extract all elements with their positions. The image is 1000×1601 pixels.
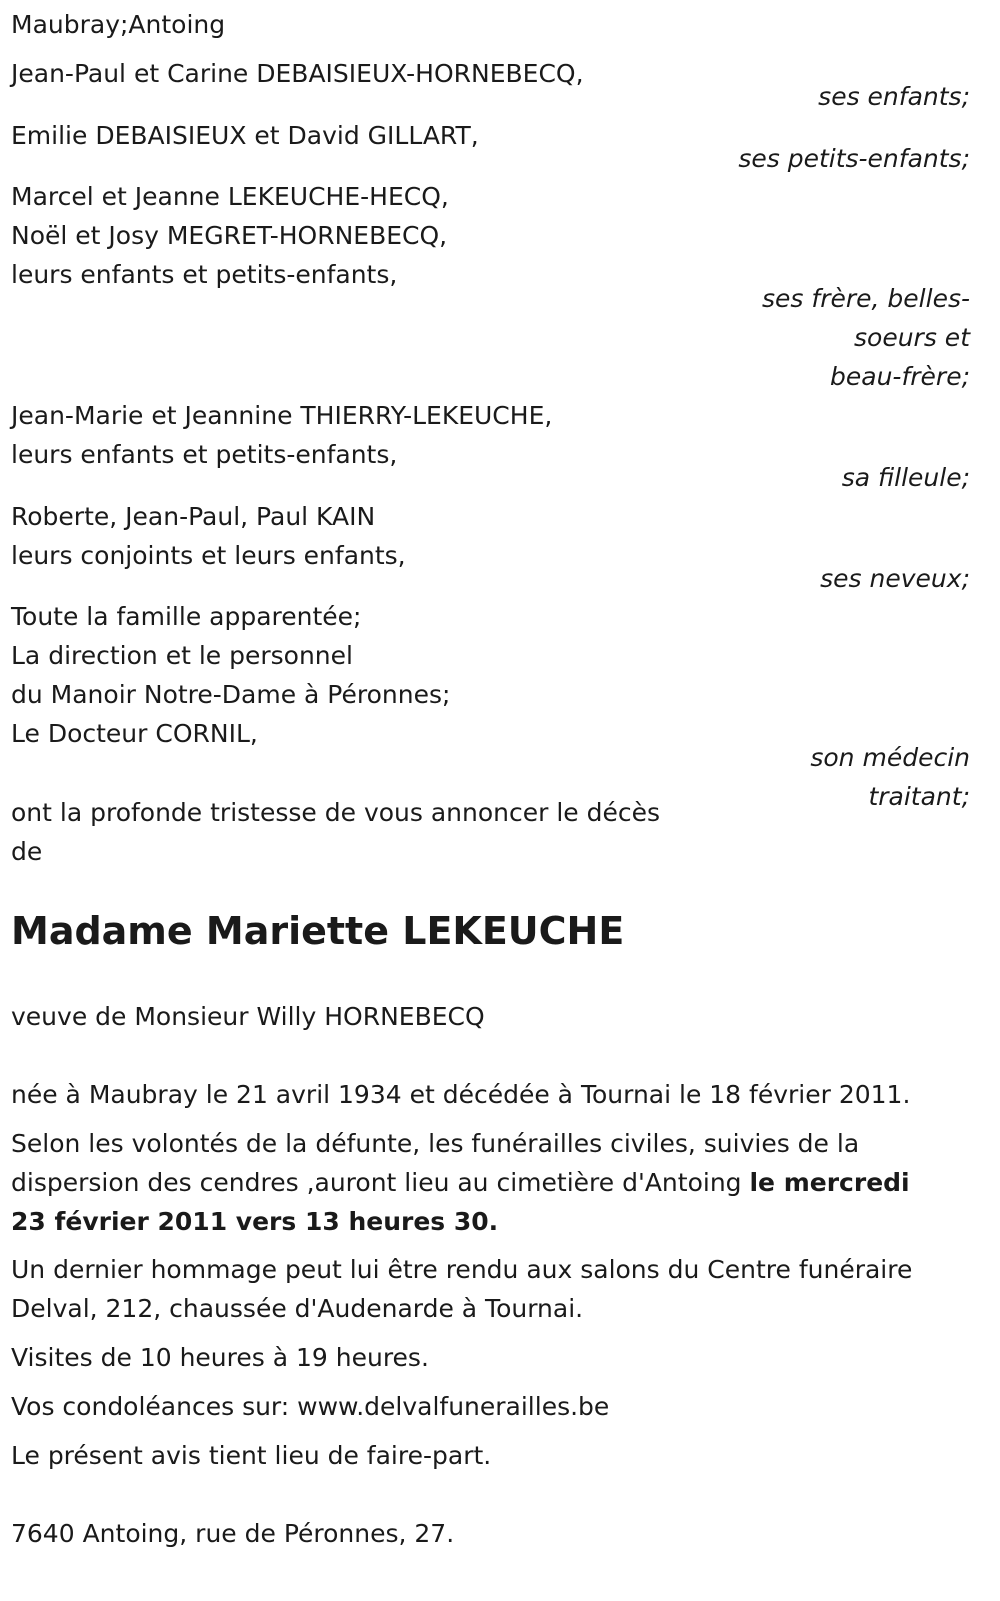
family-group-others: [11, 597, 450, 753]
family-line: Noël et Josy MEGRET-HORNEBECQ,: [11, 221, 448, 250]
relation-line: beau-frère;: [830, 362, 970, 391]
widow-of: veuve de Monsieur Willy HORNEBECQ: [11, 1002, 485, 1031]
family-line: leurs conjoints et leurs enfants,: [11, 541, 406, 570]
relation-line: ses enfants;: [818, 82, 970, 111]
family-group-goddaughter: [11, 396, 552, 474]
funeral-details: [11, 1124, 910, 1241]
notice: Le présent avis tient lieu de faire-part.: [11, 1441, 492, 1470]
relation-line: son médecin: [810, 743, 970, 772]
family-line: Marcel et Jeanne LEKEUCHE-HECQ,: [11, 182, 449, 211]
relation-nephews: [820, 559, 970, 598]
relation-siblings: [762, 279, 970, 396]
relation-line: ses neveux;: [820, 564, 970, 593]
funeral-line: Selon les volontés de la défunte, les funérailles civiles, suivies de la: [11, 1129, 860, 1158]
relation-line: soeurs et: [854, 323, 970, 352]
family-line: leurs enfants et petits-enfants,: [11, 260, 398, 289]
family-line: Jean-Paul et Carine DEBAISIEUX-HORNEBECQ,: [11, 59, 584, 88]
hommage: [11, 1250, 912, 1328]
relation-line: ses frère, belles-: [762, 284, 970, 313]
deceased-name: Madame Mariette LEKEUCHE: [11, 909, 625, 953]
condolences: Vos condoléances sur: www.delvalfunerailles.be: [11, 1392, 610, 1421]
hommage-line: Delval, 212, chaussée d'Audenarde à Tournai.: [11, 1294, 584, 1323]
family-line: Emilie DEBAISIEUX et David GILLART,: [11, 121, 479, 150]
hommage-line: Un dernier hommage peut lui être rendu aux salons du Centre funéraire: [11, 1255, 913, 1284]
relation-line: ses petits-enfants;: [738, 144, 970, 173]
family-line: Jean-Marie et Jeannine THIERRY-LEKEUCHE,: [11, 401, 553, 430]
funeral-date-time: 23 février 2011 vers 13 heures 30.: [11, 1207, 499, 1236]
family-line: leurs enfants et petits-enfants,: [11, 440, 398, 469]
relation-children: [818, 77, 970, 116]
announcement-line: de: [11, 837, 43, 866]
relation-grandchildren: [738, 139, 970, 178]
family-group-nephews: [11, 497, 406, 575]
family-line: La direction et le personnel: [11, 641, 353, 670]
place-header: Maubray;Antoing: [11, 10, 226, 39]
relation-line: sa filleule;: [841, 463, 970, 492]
relation-doctor: [810, 738, 970, 816]
family-group-children: [11, 54, 584, 93]
funeral-text: dispersion des cendres ,auront lieu au cimetière d'Antoing: [11, 1168, 750, 1197]
relation-line: traitant;: [868, 782, 970, 811]
family-line: Le Docteur CORNIL,: [11, 719, 258, 748]
funeral-line: [11, 1163, 910, 1202]
announcement-line: ont la profonde tristesse de vous annoncer le décès: [11, 798, 661, 827]
family-line: Roberte, Jean-Paul, Paul KAIN: [11, 502, 376, 531]
relation-goddaughter: [842, 458, 970, 497]
family-line: du Manoir Notre-Dame à Péronnes;: [11, 680, 451, 709]
family-line: Toute la famille apparentée;: [11, 602, 362, 631]
funeral-date-inline: le mercredi: [749, 1168, 910, 1197]
birth-death-dates: née à Maubray le 21 avril 1934 et décédée à Tournai le 18 février 2011.: [11, 1080, 911, 1109]
announcement: [11, 793, 660, 871]
address: 7640 Antoing, rue de Péronnes, 27.: [11, 1519, 455, 1548]
visits: Visites de 10 heures à 19 heures.: [11, 1343, 429, 1372]
family-group-grandchildren: [11, 116, 479, 155]
family-group-siblings: [11, 177, 449, 294]
